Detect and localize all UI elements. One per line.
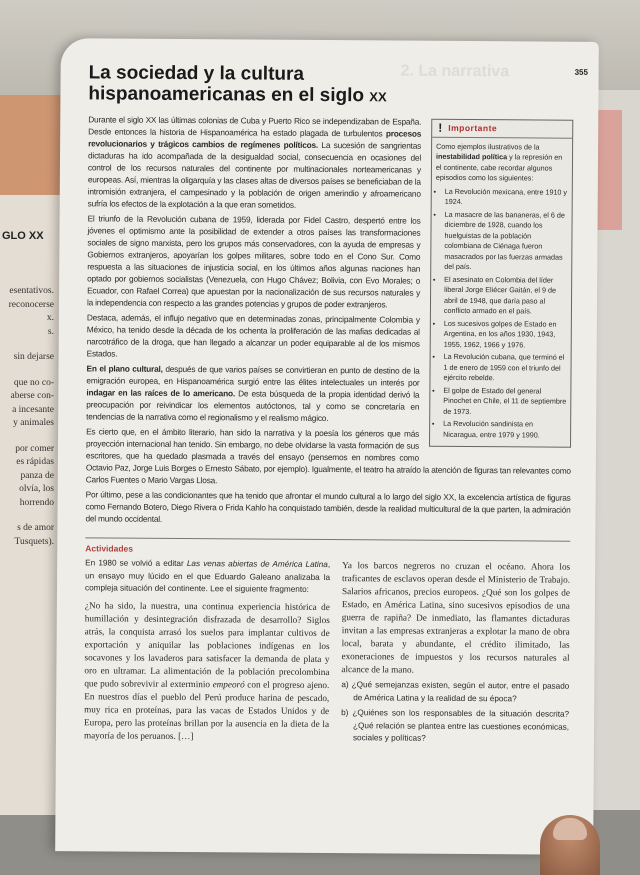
left-page-line: [0, 510, 54, 522]
left-page-line: [0, 431, 54, 443]
left-page-line: x.: [46, 313, 54, 323]
left-page-line: s de amor: [17, 523, 54, 533]
left-page-line: Tusquets).: [14, 536, 54, 547]
left-page-line: panza de: [20, 470, 54, 481]
title-line-2-text: hispanoamericanas en el siglo: [88, 83, 370, 107]
question-b: b) ¿Quiénes son los responsables de la situación descrita? ¿Qué relación se plantea entre las cuestiones económicas, sociales y políticas?: [341, 708, 570, 743]
main-text: [85, 113, 573, 530]
left-page-line: y animales: [13, 418, 54, 428]
next-pages-edge: [592, 90, 640, 810]
paragraph: Durante el siglo XX las últimas colonias de Cuba y Puerto Rico se independizaban de España. Desde entonces la historia de Hispanoamérica ha estado plagada de turbulentos procesos revolucionarios y trágicos cambios de regímenes políticos. La sucesión de sangrientas dictaduras ha ido acompañada de la desigualdad social, consecuencia en ocasiones del control de los recursos naturales del continente por multinacionales norteamericanas y europeas. Así, mientras la oligarquía y las clases altas de diversos países se beneficiaban de la intromisión extranjera, el campesinado y la población de origen amerindio y afroamericano sufría los efectos de la explotación a la que eran sometidos.: [87, 114, 422, 210]
paragraph: Destaca, además, el influjo negativo que en determinadas zonas, principalmente Colombia y México, ha tenido desde la década de los ochenta la proliferación de las mafias dedicadas al narcotráfico de la droga, que han llegado a alcanzar un poder equiparable al de los mismos Estados.: [86, 312, 420, 359]
left-page-line: [0, 339, 54, 351]
title-line-2: [88, 83, 573, 108]
activities-column-2: [341, 559, 570, 746]
important-item: • La Revolución cubana, que terminó el 1 de enero de 1959 con el triunfo del ejército rebelde.: [443, 352, 566, 384]
left-page-line: que no co-: [13, 377, 54, 388]
important-item: • Los sucesivos golpes de Estado en Argentina, en los años 1930, 1943, 1955, 1962, 1966 y 1976.: [444, 318, 567, 350]
left-page-line: reconocerse: [8, 299, 54, 310]
textbook-page: [55, 38, 599, 855]
left-page-line: horrendo: [19, 497, 54, 508]
paragraph: Por último, pese a las condicionantes que ha tenido que afrontar el mundo cultural a lo largo del siglo XX, la excelencia artística de figuras como Fernando Botero, Diego Rivera o Frida Kahlo ha conquistado también, desde la realidad multicultural de la que parten, la admiración del mundo occidental.: [85, 489, 571, 524]
thumbnail-nail: [553, 818, 587, 840]
left-page-text: [0, 285, 54, 549]
title-line-1: La sociedad y la cultura: [88, 62, 305, 85]
activities-columns: [84, 557, 570, 746]
important-item: • El golpe de Estado del general Pinochet en Chile, el 11 de septiembre de 1973.: [443, 385, 566, 417]
quote-continuation: Ya los barcos negreros no cruzan el océano. Ahora los traficantes de esclavos operan desde el Ministerio de Trabajo. Salarios africanos, precios europeos. ¿Qué son los golpes de Estado, en América Latina, sino sucesivos episodios de una guerra de rapiña? De inmediato, las flamantes dictaduras invitan a las empresas extranjeras a explotar la mano de obra local, barata y abundante, el crédito ilimitado, las exoneraciones de impuestos y los recursos naturales al alcance de la mano.: [341, 560, 571, 675]
question-a: a) ¿Qué semejanzas existen, según el autor, entre el pasado de América Latina y la realidad de su época?: [341, 680, 570, 703]
left-page-line: por comer: [15, 443, 54, 454]
page-number: 355: [574, 67, 589, 77]
paragraph: El triunfo de la Revolución cubana de 1959, liderada por Fidel Castro, despertó entre los jóvenes el optimismo ante la posibilidad de extender a otros países las transformaciones sociales de signo marxista, pero los grupos más conservadores, con la ayuda de empresas y Gobiernos extranjeros, apoyarían los golpes militares, sobre todo en el Cono Sur. Como respuesta a las situaciones de injusticia social, en los últimos años algunas naciones han optado por gobiernos socialistas (Venezuela, con Hugo Chávez; Bolivia, con Evo Morales; o Ecuador, con Rafael Correa) que apuestan por la nacionalización de sus recursos naturales y la independencia con respecto a las grandes potencias y grupos de poder extranjeros.: [86, 213, 421, 310]
important-list: [434, 186, 568, 440]
activities-section: [84, 537, 570, 746]
show-through-heading: 2. La narrativa: [400, 62, 510, 81]
important-header: [432, 120, 572, 138]
important-item: • La Revolución sandinista en Nicaragua, entre 1979 y 1990.: [443, 419, 566, 441]
important-box: [429, 119, 573, 448]
important-item: • El asesinato en Colombia del líder liberal Jorge Eliécer Gaitán, el 9 de abril de 1948, que daría paso al conflicto armado en el país.: [444, 274, 567, 317]
important-item: • La Revolución mexicana, entre 1910 y 1924.: [445, 186, 568, 208]
activity-intro: En 1980 se volvió a editar Las venas abiertas de América Latina, un ensayo muy lúcido en el que Eduardo Galeano analizaba la compleja situación del continente. Lee el siguiente fragmento:: [84, 558, 331, 594]
quote-fragment: ¿No ha sido, la nuestra, una continua experiencia histórica de humillación y desintegración disfrazada de desarrollo? Siglos atrás, la conquista arrasó los suelos para implantar cultivos de exportación y aniquilar las poblaciones indígenas en los socavones y los lavaderos para satisfacer la demanda de plata y oro en ultramar. La alimentación de la población precolombina que pudo sobrevivir al exterminio empeoró con el progreso ajeno. En nuestros días el pueblo del Perú produce harina de pescado, muy rica en proteínas, para las vacas de Estados Unidos y de Europa, pero las proteínas brillan por la ausencia en la dieta de la mayoría de los peruanos. […]: [83, 599, 330, 741]
activities-column-1: [84, 557, 330, 744]
left-page-title: GLO XX: [2, 230, 44, 242]
section-title: [88, 62, 573, 108]
paragraph: En el plano cultural, después de que varios países se convirtieran en punto de destino de la emigración europea, en Hispanoamérica surgió entre las élites intelectuales un interés por indagar en las raíces de lo americano. De esta búsqueda de la propia identidad derivó la preocupación por reivindicar los elementos autóctonos, tal y como se concretaría en tendencias de la narrativa como el regionalismo y el realismo mágico.: [86, 363, 420, 424]
left-page-line: [0, 365, 54, 377]
title-century: XX: [369, 89, 387, 105]
important-intro: Como ejemplos ilustrativos de la inestabilidad política y la represión en el continente, cabe recordar algunos episodios como los siguientes:: [435, 141, 563, 183]
left-page-line: sin dejarse: [13, 352, 54, 362]
paragraph: Es cierto que, en el ámbito literario, han sido la narrativa y la poesía los géneros que más proyección internacional han tenido. Sin embargo, no debe olvidarse la vasta formación de sus escritores, que ha quedado plasmada a través del ensayo (pensemos en nombres como Octavio Paz, Jorge Luis Borges o Ernesto Sábato, por ejemplo). Igualmente, el teatro ha atraído la atención de figuras tan relevantes como Carlos Fuentes o Mario Vargas Llosa.: [85, 426, 571, 486]
left-page-line: a incesante: [12, 404, 54, 415]
important-title: Importante: [448, 122, 498, 134]
exclamation-icon: !: [438, 120, 443, 135]
left-page-line: s.: [47, 326, 54, 337]
important-item: • La masacre de las bananeras, el 6 de diciembre de 1928, cuando los huelguistas de la población colombiana de Ciénaga fueron masacrados por las fuerzas armadas del país.: [444, 209, 567, 273]
left-page-line: olvía, los: [19, 484, 54, 494]
left-page-line: aberse con-: [10, 391, 54, 401]
left-page-line: es rápidas: [16, 457, 54, 467]
left-page-line: esentativos.: [9, 286, 54, 296]
activities-title: Actividades: [85, 543, 134, 554]
